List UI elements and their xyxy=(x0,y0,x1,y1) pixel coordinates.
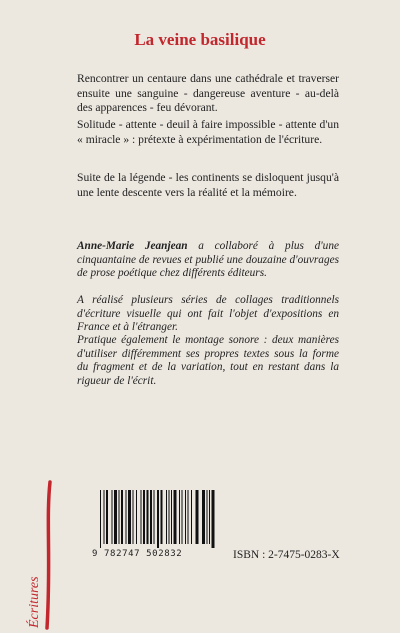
barcode-bar xyxy=(207,490,208,544)
barcode xyxy=(98,490,216,548)
summary-paragraph-2: Solitude - attente - deuil à faire impossible - attente d'un « miracle » : prétexte à expérimentation de l'écriture. xyxy=(77,118,339,146)
barcode-bar xyxy=(126,490,127,544)
isbn-label: ISBN : 2-7475-0283-X xyxy=(233,549,340,561)
barcode-bar xyxy=(114,490,117,544)
barcode-bar xyxy=(202,490,205,544)
barcode-bar xyxy=(157,490,159,548)
barcode-bar xyxy=(104,490,105,544)
barcode-bar xyxy=(141,490,142,544)
barcode-bar xyxy=(171,490,172,544)
barcode-bar xyxy=(179,490,180,544)
publisher-logo xyxy=(20,480,60,630)
barcode-bar xyxy=(188,490,189,544)
barcode-bar xyxy=(147,490,149,544)
barcode-bar xyxy=(112,490,113,544)
publisher-logo-text: Écritures xyxy=(27,576,42,628)
barcode-bar xyxy=(121,490,123,544)
summary-paragraph-1: Rencontrer un centaure dans une cathédrale et traverser ensuite une sanguine - dangereuse aventure - au-delà des apparences - feu dévorant. xyxy=(77,72,339,115)
barcode-bar xyxy=(136,490,137,544)
barcode-bar xyxy=(143,490,145,544)
barcode-bar xyxy=(119,490,120,544)
barcode-bar xyxy=(169,490,170,544)
author-bio-paragraph-2: A réalisé plusieurs séries de collages traditionnels d'écriture visuelle qui ont fait l'objet d'expositions en France et à l'étranger. xyxy=(77,294,339,334)
barcode-bar xyxy=(212,490,215,548)
barcode-bar xyxy=(166,490,167,544)
barcode-bar xyxy=(154,490,155,544)
barcode-number: 9 782747 502832 xyxy=(92,549,183,559)
author-bio-paragraph-3: Pratique également le montage sonore : deux manières d'utiliser différemment ses propres textes sous la forme du fragment et de la variation, tout en restant dans la rigueur de l'écrit. xyxy=(77,334,339,387)
author-bio-text-1: a collaboré à plus d'une cinquantaine de revues et publié une douzaine d'ouvrages de prose poétique chez différents éditeurs. xyxy=(77,240,339,280)
barcode-bar xyxy=(100,490,101,548)
barcode-bar xyxy=(185,490,186,544)
barcode-bar xyxy=(128,490,131,544)
summary-paragraph-3: Suite de la légende - les continents se disloquent jusqu'à une lente descente vers la réalité et la mémoire. xyxy=(77,171,339,199)
barcode-bar xyxy=(106,490,108,544)
author-bio-paragraph-1 xyxy=(77,240,339,281)
barcode-bar xyxy=(182,490,183,544)
barcode-bar xyxy=(191,490,192,544)
book-title: La veine basilique xyxy=(134,30,266,49)
barcode-bar xyxy=(196,490,199,544)
barcode-bar xyxy=(174,490,177,544)
barcode-bar xyxy=(150,490,152,544)
author-name: Anne-Marie Jeanjean xyxy=(77,240,188,252)
barcode-bar xyxy=(133,490,134,544)
barcode-bar xyxy=(209,490,210,544)
barcode-bar xyxy=(161,490,163,544)
